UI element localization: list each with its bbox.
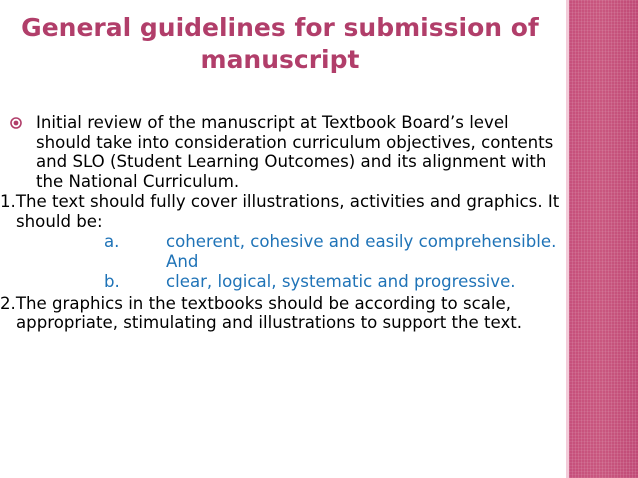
sub-item-a	[0, 232, 560, 271]
circle-bullet-icon	[10, 117, 22, 129]
title-line-2: manuscript	[200, 45, 360, 74]
numbered-item-1	[0, 192, 560, 231]
sub-item-a-text: coherent, cohesive and easily comprehensible. And	[166, 232, 557, 271]
title-line-1: General guidelines for submission of	[21, 13, 539, 42]
sub-item-b-text: clear, logical, systematic and progressive.	[166, 272, 516, 291]
numbered-item-2	[0, 294, 560, 333]
item-2-text: 2.The graphics in the textbooks should be according to scale, appropriate, stimulating and illustrations to support the text.	[0, 293, 523, 332]
slide-title	[20, 12, 540, 76]
slide-body	[0, 113, 560, 333]
bullet-text: Initial review of the manuscript at Textbook Board’s level should take into consideration curriculum objectives, contents and SLO (Student Learning Outcomes) and its alignment with the National Curriculum.	[36, 113, 554, 191]
sub-item-b	[0, 272, 560, 292]
sub-item-b-letter: b.	[104, 272, 120, 291]
sub-item-a-letter: a.	[104, 232, 120, 251]
item-1-text: 1.The text should fully cover illustrations, activities and graphics. It should be:	[0, 192, 560, 231]
decorative-side-band	[566, 0, 638, 478]
bullet-paragraph	[0, 113, 560, 191]
